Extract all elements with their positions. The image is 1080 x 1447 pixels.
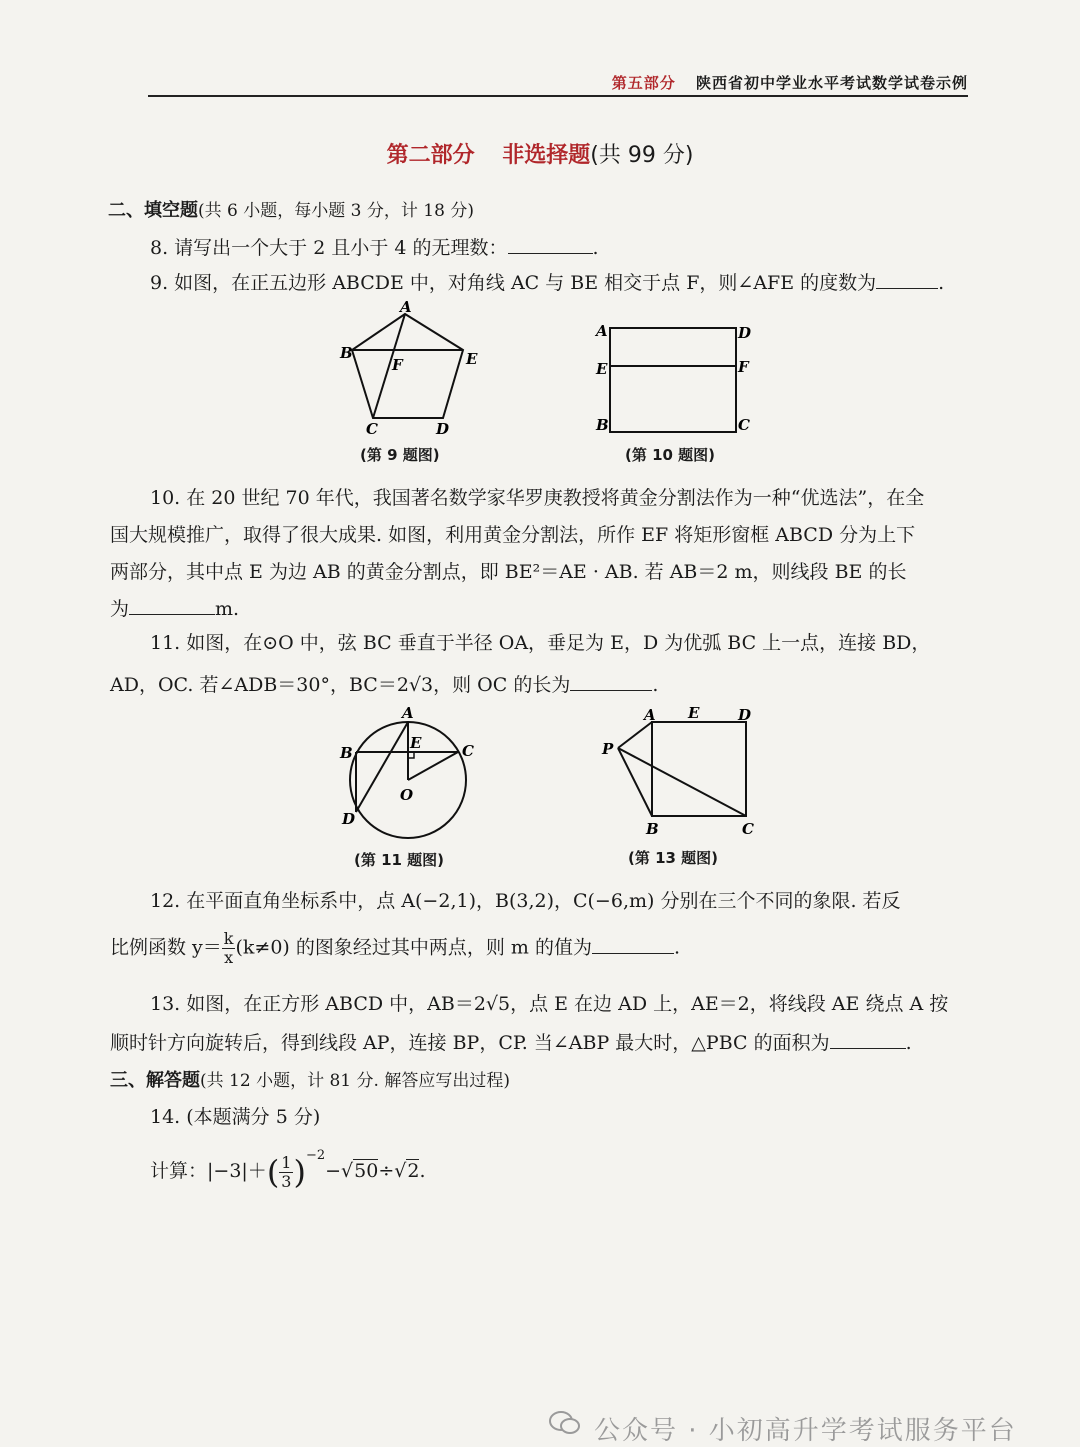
q9-answer-blank — [876, 270, 938, 289]
figure-9-pentagon — [330, 300, 480, 440]
label-a: A — [400, 300, 412, 316]
label-b: B — [646, 820, 659, 838]
figure-13-caption: (第 13 题图) — [628, 849, 719, 867]
q12-answer-blank — [592, 935, 674, 954]
figure-13-square — [596, 700, 761, 840]
label-p: P — [602, 740, 614, 758]
question-9 — [150, 268, 944, 295]
q14-radicand-2: 2 — [407, 1160, 420, 1182]
q13-end: . — [905, 1032, 912, 1054]
q14-frac-num: 1 — [281, 1152, 292, 1172]
q12-frac-num: k — [223, 929, 234, 948]
q8-answer-blank — [508, 235, 593, 254]
q12-line2-start: 比例函数 y＝ — [110, 936, 222, 959]
q14-exponent: −2 — [305, 1148, 326, 1163]
label-d: D — [738, 324, 752, 342]
header-part: 第五部分 — [611, 74, 676, 92]
label-b: B — [596, 416, 609, 434]
figure-11-caption: (第 11 题图) — [354, 851, 445, 869]
q13-line2-text: 顺时针方向旋转后，得到线段 AP，连接 BP，CP. 当∠ABP 最大时，△PBC 的面积为 — [110, 1032, 830, 1054]
label-a: A — [596, 322, 608, 340]
label-e: E — [466, 350, 478, 368]
figure-11-circle — [330, 700, 480, 848]
section3-heading: 三、解答题 — [110, 1070, 200, 1091]
title-part: 第二部分 — [386, 143, 475, 168]
q14-calc-prefix: 计算：|−3|＋ — [150, 1160, 267, 1182]
q10-line4-end: m. — [215, 598, 240, 620]
q8-end: . — [592, 237, 599, 259]
q11-line2-text: AD，OC. 若∠ADB＝30°，BC＝2√3，则 OC 的长为 — [110, 674, 571, 696]
q13-line2 — [110, 1028, 912, 1055]
q12-line2-end: (k≠0) 的图象经过其中两点，则 m 的值为 — [235, 936, 592, 959]
section3-heading-line — [110, 1066, 510, 1092]
label-c: C — [742, 820, 754, 838]
question-8 — [150, 233, 599, 260]
segment-bp — [618, 748, 652, 816]
section2-heading: 二、填空题 — [108, 200, 198, 221]
label-b: B — [340, 344, 353, 362]
title-name: 非选择题 — [502, 143, 591, 168]
label-d: D — [738, 706, 752, 724]
q10-line4 — [110, 594, 239, 621]
label-e: E — [596, 360, 608, 378]
label-a: A — [402, 704, 414, 722]
section2-desc: (共 6 小题，每小题 3 分，计 18 分) — [198, 201, 474, 221]
segment-oc — [408, 752, 458, 780]
q10-line4-start: 为 — [110, 598, 130, 620]
segment-ap — [618, 722, 652, 748]
segment-cp — [618, 748, 746, 816]
q14-minus-sqrt: −√ — [325, 1160, 354, 1182]
label-b: B — [340, 744, 353, 762]
q12-frac-den: x — [224, 948, 234, 967]
q13-line1: 13. 如图，在正方形 ABCD 中，AB＝2√5，点 E 在边 AD 上，AE＝2，将线段 AE 绕点 A 按 — [150, 993, 949, 1015]
q14-head: 14. (本题满分 5 分) — [150, 1106, 321, 1128]
page-header — [612, 72, 968, 93]
q14-frac-den: 3 — [281, 1171, 292, 1191]
label-e: E — [688, 704, 700, 722]
watermark-text: 公众号 · 小初高升学考试服务平台 — [594, 1416, 1017, 1446]
q13-answer-blank — [830, 1030, 906, 1049]
label-d: D — [436, 420, 450, 438]
figure-10-caption: (第 10 题图) — [625, 446, 716, 464]
q11-answer-blank — [570, 672, 652, 691]
q14-paren-close: ) — [293, 1153, 306, 1191]
q11-end: . — [652, 674, 659, 696]
header-book-title: 陕西省初中学业水平考试数学试卷示例 — [695, 74, 968, 92]
q10-line1: 10. 在 20 世纪 70 年代，我国著名数学家华罗庚教授将黄金分割法作为一种“优选法”，在全 — [150, 487, 925, 509]
q11-line2 — [110, 670, 658, 697]
q14-paren-open: ( — [266, 1153, 280, 1191]
q14-fraction — [279, 1154, 293, 1191]
label-e: E — [410, 734, 422, 752]
figure-10-rectangle — [592, 318, 752, 438]
rect-abcd — [610, 328, 736, 432]
label-c: C — [738, 416, 750, 434]
q12-line2 — [110, 930, 680, 967]
q14-calc — [150, 1148, 426, 1191]
q14-radicand-1: 50 — [354, 1160, 379, 1182]
q10-line2: 国大规模推广，取得了很大成果. 如图，利用黄金分割法，所作 EF 将矩形窗框 ABCD 分为上下 — [110, 524, 916, 546]
q14-div-sqrt: ÷√ — [378, 1160, 407, 1182]
section-title — [0, 138, 1080, 169]
label-d: D — [342, 810, 356, 828]
q12-line1: 12. 在平面直角坐标系中，点 A(−2,1)，B(3,2)，C(−6,m) 分别在三个不同的象限. 若反 — [150, 890, 901, 912]
q12-end: . — [673, 936, 681, 959]
q9-end: . — [938, 272, 945, 294]
label-c: C — [462, 742, 474, 760]
figure-9-caption: (第 9 题图) — [360, 446, 440, 464]
q11-line1: 11. 如图，在⊙O 中，弦 BC 垂直于半径 OA，垂足为 E，D 为优弧 BC 上一点，连接 BD， — [150, 632, 931, 654]
pentagon-shape — [352, 314, 463, 418]
q9-text: 9. 如图，在正五边形 ABCDE 中，对角线 AC 与 BE 相交于点 F，则∠AFE 的度数为 — [150, 272, 877, 294]
header-divider — [148, 95, 968, 97]
q12-fraction — [222, 930, 236, 967]
label-c: C — [366, 420, 378, 438]
q8-text: 8. 请写出一个大于 2 且小于 4 的无理数： — [150, 237, 508, 259]
q10-line3: 两部分，其中点 E 为边 AB 的黄金分割点，即 BE²＝AE · AB. 若 AB＝2 m，则线段 BE 的长 — [110, 561, 907, 583]
q14-end: . — [419, 1160, 426, 1182]
label-f: F — [392, 356, 403, 374]
section3-desc: (共 12 小题，计 81 分. 解答应写出过程) — [200, 1071, 510, 1091]
label-o: O — [400, 786, 414, 804]
label-a: A — [644, 706, 656, 724]
q10-answer-blank — [129, 596, 215, 615]
wechat-icon — [548, 1410, 582, 1436]
square-abcd — [652, 722, 746, 816]
label-f: F — [738, 358, 749, 376]
title-score: (共 99 分) — [590, 143, 694, 168]
section2-heading-line — [108, 196, 474, 222]
